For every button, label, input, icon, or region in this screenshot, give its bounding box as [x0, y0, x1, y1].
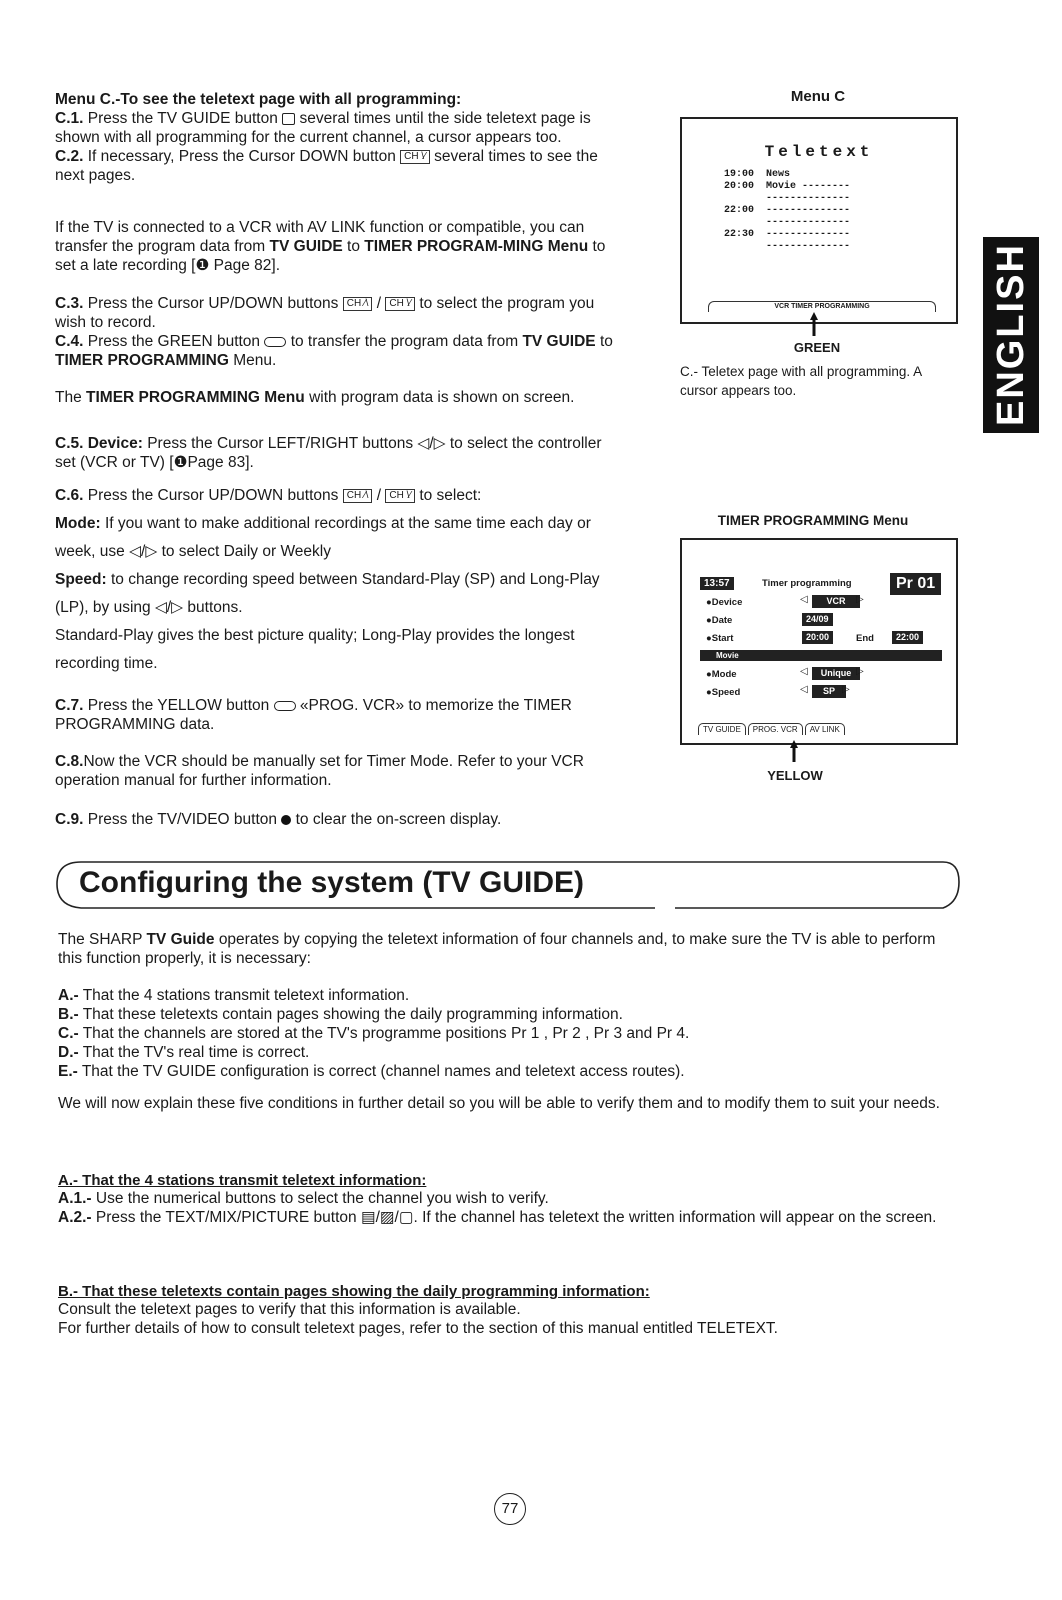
section-b	[58, 1283, 958, 1338]
speed-label: ●Speed	[706, 687, 741, 698]
start-value: 20:00	[802, 631, 833, 644]
tab-prog-vcr: PROG. VCR	[748, 723, 803, 735]
timer-screen-title: Timer programming	[762, 578, 852, 589]
conditions-list	[58, 986, 958, 1081]
vcr-timer-tab: VCR TIMER PROGRAMMING	[708, 301, 936, 312]
teletext-row-time: 20:00	[724, 181, 755, 192]
teletext-row-text: --------------	[766, 229, 851, 240]
condition-c: C.- That the channels are stored at the TV's programme positions Pr 1 , Pr 2 , Pr 3 and Pr 4.	[58, 1025, 690, 1042]
section-a-title: A.- That the 4 stations transmit teletext information:	[58, 1172, 427, 1189]
ch-down-button-icon: CH \⁄	[385, 297, 415, 311]
section-b-line-1: Consult the teletext pages to verify that this information is available.	[58, 1301, 521, 1318]
step-c2: C.2. If necessary, Press the Cursor DOWN button CH \⁄ several times to see the next pages.	[55, 148, 598, 184]
program-badge: Pr 01	[890, 573, 941, 595]
timer-screen	[680, 538, 958, 745]
device-value: VCR	[812, 595, 860, 608]
yellow-label: YELLOW	[767, 768, 823, 783]
date-value: 24/09	[802, 613, 833, 626]
step-c8: C.8.Now the VCR should be manually set for Timer Mode. Refer to your VCR operation manual for further information.	[55, 753, 584, 789]
ch-up-button-icon: CH ⁄\	[343, 297, 373, 311]
teletext-row	[724, 241, 850, 253]
tv-video-button-icon	[281, 815, 291, 825]
step-c7: C.7. Press the YELLOW button «PROG. VCR» to memorize the TIMER PROGRAMMING data.	[55, 697, 572, 733]
title-bar: Movie	[700, 650, 942, 661]
condition-e: E.- That the TV GUIDE configuration is correct (channel names and teletext access routes).	[58, 1063, 685, 1080]
sp-note: Standard-Play gives the best picture quality; Long-Play provides the longest recording time.	[55, 627, 575, 672]
mode-left-arrow-icon: ◁	[800, 666, 808, 677]
green-label: GREEN	[793, 340, 841, 355]
section-b-title: B.- That these teletexts contain pages showing the daily programming information:	[58, 1283, 650, 1300]
device-right-arrow-icon: ▷	[856, 594, 864, 605]
page-number: 77	[494, 1493, 526, 1525]
teletext-rows	[724, 169, 850, 253]
left-right-buttons-icon: ◁/▷	[154, 599, 184, 616]
tab-av-link: AV LINK	[805, 723, 845, 735]
green-arrow-icon	[810, 312, 818, 336]
step-c5: C.5. Device: Press the Cursor LEFT/RIGHT buttons ◁/▷ to select the controller set (VCR or TV) [❶Page 83].	[55, 435, 602, 471]
speed-description: Speed: to change recording speed between Standard-Play (SP) and Long-Play (LP), by using ◁/▷ buttons.	[55, 571, 600, 616]
speed-right-arrow-icon: ▷	[842, 684, 850, 695]
teletext-row	[724, 169, 850, 181]
speed-left-arrow-icon: ◁	[800, 684, 808, 695]
condition-b: B.- That these teletexts contain pages showing the daily programming information.	[58, 1006, 623, 1023]
teletext-screen-title: Teletext	[764, 143, 874, 161]
speed-value: SP	[812, 685, 846, 698]
teletext-row-time: 19:00	[724, 169, 755, 180]
vcr-paragraph: If the TV is connected to a VCR with AV LINK function or compatible, you can transfer the program data from TV GUIDE to TIMER PROGRAM-MING Menu to set a late recording [❶ Page 82].	[55, 219, 606, 274]
green-button-icon	[264, 337, 286, 347]
teletext-row	[724, 217, 850, 229]
teletext-row-text: --------------	[766, 241, 851, 252]
language-tab: ENGLISH	[983, 237, 1039, 433]
section-b-line-2: For further details of how to consult teletext pages, refer to the section of this manual entitled TELETEXT.	[58, 1320, 778, 1337]
menu-c-caption: C.- Teletex page with all programming. A cursor appears too.	[680, 364, 922, 398]
condition-a: A.- That the 4 stations transmit teletext information.	[58, 987, 410, 1004]
left-right-buttons-icon: ◁/▷	[417, 435, 446, 452]
yellow-arrow-icon	[790, 740, 798, 762]
menu-c-section	[55, 90, 615, 185]
device-left-arrow-icon: ◁	[800, 594, 808, 605]
step-c9: C.9. Press the TV/VIDEO button to clear the on-screen display.	[55, 811, 502, 828]
teletext-row-text: Movie --------	[766, 181, 851, 192]
timer-figure-title: TIMER PROGRAMMING Menu	[717, 513, 909, 528]
device-label: ●Device	[706, 597, 743, 608]
section-title-frame	[55, 860, 960, 910]
section-a	[58, 1172, 958, 1227]
step-a2: A.2.- Press the TEXT/MIX/PICTURE button ▤/▨/▢. If the channel has teletext the written information will appear on the screen.	[58, 1209, 937, 1226]
teletext-row-text: --------------	[766, 193, 851, 204]
mode-right-arrow-icon: ▷	[856, 666, 864, 677]
ch-up-button-icon: CH ⁄\	[343, 489, 373, 503]
step-c3: C.3. Press the Cursor UP/DOWN buttons CH ⁄\ / CH \⁄ to select the program you wish to record.	[55, 295, 595, 331]
step-c4: C.4. Press the GREEN button to transfer the program data from TV GUIDE to TIMER PROGRAMMING Menu.	[55, 333, 613, 369]
end-label: End	[856, 633, 874, 644]
teletext-row	[724, 205, 850, 217]
config-intro: The SHARP TV Guide operates by copying the teletext information of four channels and, to make sure the TV is able to perform this function properly, it is necessary:	[58, 931, 936, 967]
tab-tv-guide: TV GUIDE	[698, 723, 746, 735]
condition-d: D.- That the TV's real time is correct.	[58, 1044, 310, 1061]
mode-description: Mode: If you want to make additional recordings at the same time each day or week, use ◁/▷ to select Daily or Weekly	[55, 515, 591, 560]
mode-label: ●Mode	[706, 669, 737, 680]
step-c1: C.1. Press the TV GUIDE button several times until the side teletext page is shown with all programming for the current channel, a cursor appears too.	[55, 110, 591, 146]
teletext-screen	[680, 117, 958, 324]
teletext-row	[724, 229, 850, 241]
yellow-button-icon	[274, 701, 296, 711]
clock-badge: 13:57	[700, 577, 734, 590]
start-label: ●Start	[706, 633, 734, 644]
teletext-row-time: 22:00	[724, 205, 755, 216]
teletext-row	[724, 181, 850, 193]
teletext-row-text: --------------	[766, 205, 851, 216]
timer-tabs	[698, 723, 845, 735]
left-right-buttons-icon: ◁/▷	[129, 543, 158, 560]
ch-down-button-icon: CH \⁄	[385, 489, 415, 503]
step-c6-block	[55, 482, 615, 678]
tv-guide-button-icon	[282, 113, 295, 125]
step-a1: A.1.- Use the numerical buttons to select the channel you wish to verify.	[58, 1190, 549, 1207]
ch-down-button-icon: CH \⁄	[400, 150, 430, 164]
end-value: 22:00	[892, 631, 923, 644]
timer-paragraph: The TIMER PROGRAMMING Menu with program data is shown on screen.	[55, 389, 575, 406]
teletext-row-text: --------------	[766, 217, 851, 228]
mode-value: Unique	[812, 667, 860, 680]
teletext-row-time: 22:30	[724, 229, 755, 240]
menu-c-figure-title: Menu C	[790, 88, 846, 105]
text-mix-picture-icon: ▤/▨/▢	[360, 1209, 414, 1226]
date-label: ●Date	[706, 615, 733, 626]
explain-paragraph: We will now explain these five conditions in further detail so you will be able to verify them and to modify them to suit your needs.	[58, 1095, 940, 1112]
teletext-row-text: News	[766, 169, 791, 180]
step-c6: C.6. Press the Cursor UP/DOWN buttons CH ⁄\ / CH \⁄ to select:	[55, 487, 482, 504]
teletext-row	[724, 193, 850, 205]
section-title: Configuring the system (TV GUIDE)	[79, 866, 585, 899]
menu-c-heading: Menu C.-To see the teletext page with all programming:	[55, 91, 462, 108]
steps-c3-c4	[55, 294, 615, 370]
